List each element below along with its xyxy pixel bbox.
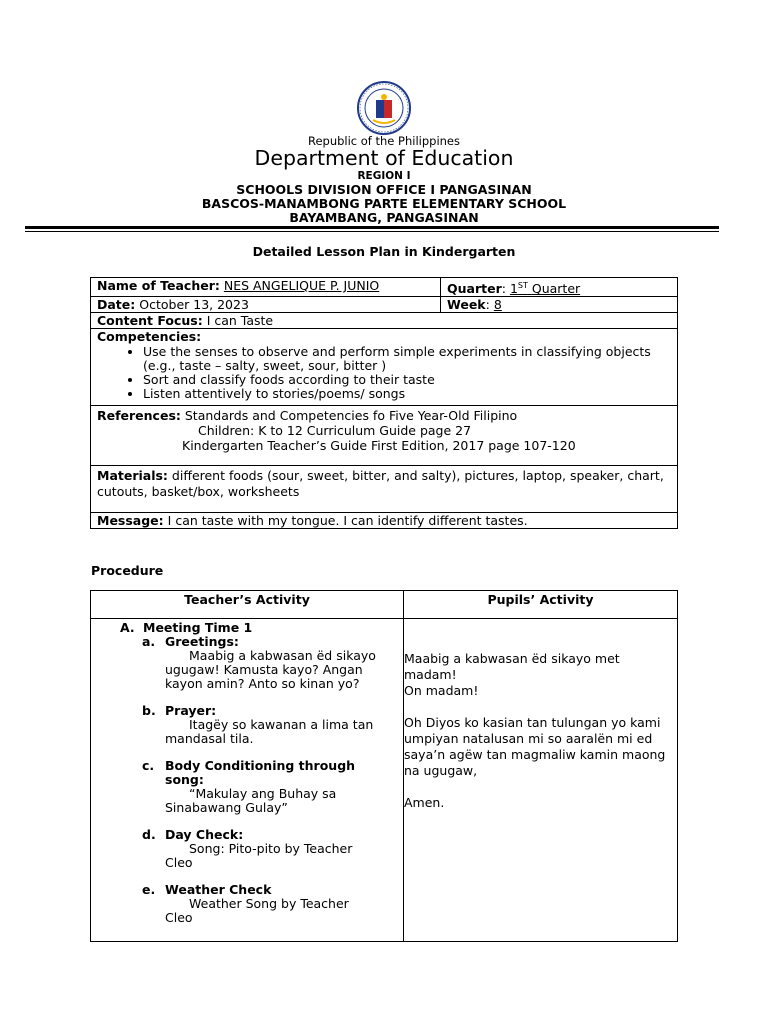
list-item: • Sort and classify foods according to their taste [143, 373, 671, 387]
content-focus-label: Content Focus: [97, 313, 203, 329]
body-conditioning-title: Body Conditioning through song: [165, 758, 356, 787]
competencies-label: Competencies: [97, 329, 202, 345]
header-divider-thin [25, 231, 719, 232]
procedure-table [90, 590, 678, 942]
quarter-suffix: ST [517, 281, 528, 290]
list-item: a. Greetings: Maabig a kabwasan ëd sikayo ugugaw! Kamusta kayo? Angan kayon amin? Anto so kinan yo? [142, 635, 403, 691]
references-cell [91, 406, 678, 466]
message-value: I can taste with my tongue. I can identify different tastes. [167, 513, 528, 529]
list-item: d. Day Check: Song: Pito-pito by Teacher Cleo [142, 828, 403, 870]
header-divider-thick [25, 226, 719, 229]
date-label: Date: [97, 297, 136, 313]
teacher-value: NES ANGELIQUE P. JUNIO [223, 278, 380, 293]
references-label: References: [97, 408, 181, 424]
republic-text: Republic of the Philippines [307, 134, 461, 148]
competencies-list [97, 345, 671, 401]
greetings-title: Greetings: [165, 634, 239, 649]
quarter-word: Quarter [531, 281, 581, 297]
week-label: Week [447, 297, 486, 313]
body-conditioning-text: “Makulay ang Buhay sa Sinabawang Gulay” [165, 786, 337, 815]
message-cell [91, 513, 678, 529]
quarter-separator: : [501, 281, 506, 297]
references-line-1: Standards and Competencies fo Five Year-Old Filipino [184, 408, 518, 424]
message-label: Message: [97, 513, 164, 529]
division-text: SCHOOLS DIVISION OFFICE I PANGASINAN [236, 182, 532, 197]
competencies-cell [91, 329, 678, 406]
materials-label: Materials: [97, 468, 168, 484]
content-focus-cell [91, 313, 678, 329]
date-value: October 13, 2023 [139, 297, 249, 313]
teacher-label: Name of Teacher: [97, 278, 220, 293]
weather-check-text: Weather Song by Teacher Cleo [165, 896, 349, 925]
teacher-activity-header: Teacher’s Activity [91, 591, 404, 619]
pupils-greeting-reply: Maabig a kabwasan ëd sikayo met madam! [404, 651, 620, 682]
week-separator: : [485, 297, 490, 313]
pupils-answer: On madam! [404, 683, 479, 698]
teacher-cell [91, 278, 441, 297]
procedure-heading: Procedure [91, 563, 164, 578]
week-value: 8 [493, 297, 502, 313]
list-item: • Listen attentively to stories/poems/ songs [143, 387, 671, 401]
list-item: e. Weather Check Weather Song by Teacher Cleo [142, 883, 403, 925]
day-check-title: Day Check: [165, 827, 244, 842]
materials-cell [91, 466, 678, 513]
school-name: BASCOS-MANAMBONG PARTE ELEMENTARY SCHOOL [201, 196, 567, 211]
department-title: Department of Education [254, 146, 514, 170]
prayer-title: Prayer: [165, 703, 217, 718]
weather-check-title: Weather Check [165, 882, 272, 897]
content-focus-value: I can Taste [206, 313, 274, 329]
region-text: REGION I [357, 170, 411, 182]
list-item: c. Body Conditioning through song: “Makulay ang Buhay sa Sinabawang Gulay” [142, 759, 403, 815]
lesson-plan-title: Detailed Lesson Plan in Kindergarten [252, 244, 516, 259]
quarter-number: 1 [509, 281, 518, 297]
pupils-activity-cell [404, 619, 678, 942]
references-line-3: Kindergarten Teacher’s Guide First Edition, 2017 page 107-120 [182, 438, 576, 454]
day-check-text: Song: Pito-pito by Teacher Cleo [165, 841, 353, 870]
quarter-value [510, 281, 580, 296]
date-cell [91, 297, 441, 313]
meeting-time-marker: A. [120, 620, 135, 635]
school-location: BAYAMBANG, PANGASINAN [289, 210, 479, 225]
quarter-cell [441, 278, 678, 297]
greetings-text: Maabig a kabwasan ëd sikayo ugugaw! Kamusta kayo? Angan kayon amin? Anto so kinan yo? [165, 648, 376, 691]
references-line-2: Children: K to 12 Curriculum Guide page 27 [198, 423, 472, 439]
quarter-label: Quarter [447, 281, 502, 297]
teacher-activity-cell [91, 619, 404, 942]
meeting-time-heading [120, 621, 403, 635]
pupils-prayer: Oh Diyos ko kasian tan tulungan yo kami umpiyan natalusan mi so aaralën mi ed saya’n agëw tan magmaliw kamin maong na ugugaw, [404, 715, 666, 778]
materials-value: different foods (sour, sweet, bitter, and salty), pictures, laptop, speaker, chart, cutouts, basket/box, worksheets [97, 468, 664, 500]
list-item: • Use the senses to observe and perform simple experiments in classifying objects (e.g., taste – salty, sweet, sour, bitter ) [143, 345, 671, 373]
prayer-text: Itagëy so kawanan a lima tan mandasal tila. [165, 717, 374, 746]
list-item: b. Prayer: Itagëy so kawanan a lima tan mandasal tila. [142, 704, 403, 746]
week-cell [441, 297, 678, 313]
lesson-info-table [90, 277, 678, 529]
meeting-time-title: Meeting Time 1 [143, 620, 253, 635]
pupils-activity-header: Pupils’ Activity [404, 591, 678, 619]
deped-seal-icon [349, 80, 419, 136]
pupils-amen: Amen. [404, 795, 445, 810]
